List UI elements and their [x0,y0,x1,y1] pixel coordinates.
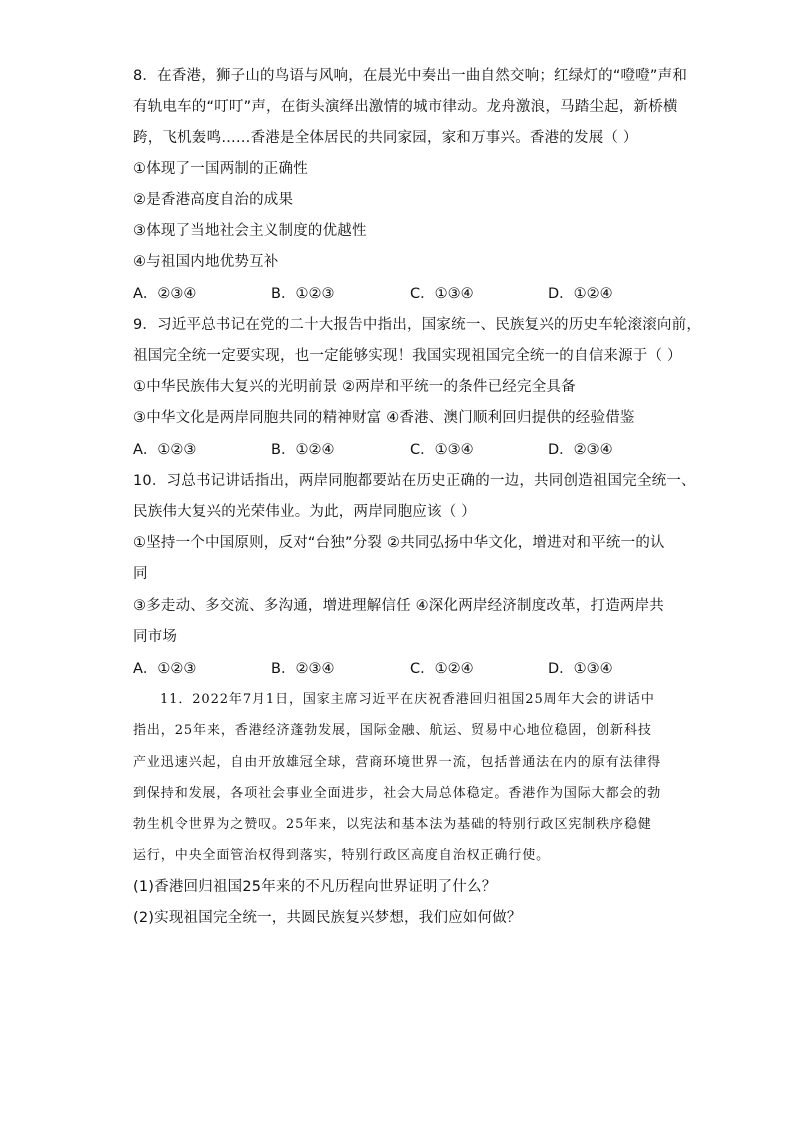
question-8-option-a[interactable]: A．②③④ [133,286,197,302]
question-10-items-line-1: ①坚持一个中国原则，反对“台独”分裂 ②共同弘扬中华文化，增进对和平统一的认 [133,535,665,551]
question-8-item-1: ①体现了一国两制的正确性 [133,161,308,177]
question-9-stem-line-1: 9．习近平总书记在党的二十大报告中指出，国家统一、民族复兴的历史车轮滚滚向前， [133,317,702,333]
question-9-items-line-2: ③中华文化是两岸同胞共同的精神财富 ④香港、澳门顺利回归提供的经验借鉴 [133,410,635,426]
question-8-item-2: ②是香港高度自治的成果 [133,192,294,208]
question-10-items-line-3: ③多走动、多交流、多沟通，增进理解信任 ④深化两岸经济制度改革，打造两岸共 [133,598,665,614]
question-10-stem-line-2: 民族伟大复兴的光荣伟业。为此，两岸同胞应该（ ） [133,504,476,520]
question-10-stem-line-1: 10．习总书记讲话指出，两岸同胞都要站在历史正确的一边，共同创造祖国完全统一、 [133,473,696,489]
question-10-option-b[interactable]: B．②③④ [271,661,335,677]
question-8-item-4: ④与祖国内地优势互补 [133,254,279,270]
question-9-items-line-1: ①中华民族伟大复兴的光明前景 ②两岸和平统一的条件已经完全具备 [133,379,576,395]
question-11-material-line-3: 产业迅速兴起，自由开放雄冠全球，营商环境世界一流，包括普通法在内的原有法律得 [133,755,662,770]
question-9-option-a[interactable]: A．①②③ [133,442,197,458]
question-11-material-line-5: 勃生机令世界为之赞叹。25年来，以宪法和基本法为基础的特别行政区宪制秩序稳健 [133,817,652,832]
question-8-option-d[interactable]: D．①②④ [548,286,613,302]
question-11-material-line-6: 运行，中央全面管治权得到落实，特别行政区高度自治权正确行使。 [133,848,551,863]
question-11-material-line-1: 11．2022年7月1日，国家主席习近平在庆祝香港回归祖国25周年大会的讲话中 [160,692,655,707]
question-9-option-d[interactable]: D．②③④ [548,442,613,458]
question-8-stem-line-3: 跨，飞机轰鸣……香港是全体居民的共同家园，家和万事兴。香港的发展（ ） [133,130,638,146]
question-8-item-3: ③体现了当地社会主义制度的优越性 [133,223,367,239]
question-9-option-b[interactable]: B．①②④ [271,442,335,458]
question-10-option-a[interactable]: A．①②③ [133,661,197,677]
question-8-option-c[interactable]: C．①③④ [410,286,474,302]
question-10-items-line-2: 同 [133,566,148,582]
question-11-subquestion-2: (2)实现祖国完全统一，共圆民族复兴梦想，我们应如何做？ [133,910,522,926]
question-10-items-line-4: 同市场 [133,629,178,645]
question-10-option-c[interactable]: C．①②④ [410,661,474,677]
question-9-stem-line-2: 祖国完全统一定要实现，也一定能够实现！我国实现祖国完全统一的自信来源于（ ） [133,348,682,364]
question-10-option-d[interactable]: D．①③④ [548,661,613,677]
question-8-stem-line-2: 有轨电车的“叮叮”声，在街头演绎出激情的城市律动。龙舟激浪，马踏尘起，新桥横 [133,99,678,115]
question-8-stem-line-1: 8．在香港，狮子山的鸟语与风响，在晨光中奏出一曲自然交响；红绿灯的“噔噔”声和 [133,68,688,84]
question-9-option-c[interactable]: C．①③④ [410,442,474,458]
question-11-subquestion-1: (1)香港回归祖国25年来的不凡历程向世界证明了什么？ [133,879,497,895]
question-11-material-line-2: 指出，25年来，香港经济蓬勃发展，国际金融、航运、贸易中心地位稳固，创新科技 [133,723,652,738]
question-11-material-line-4: 到保持和发展，各项社会事业全面进步，社会大局总体稳定。香港作为国际大都会的勃 [133,786,662,801]
question-8-option-b[interactable]: B．①②③ [271,286,335,302]
